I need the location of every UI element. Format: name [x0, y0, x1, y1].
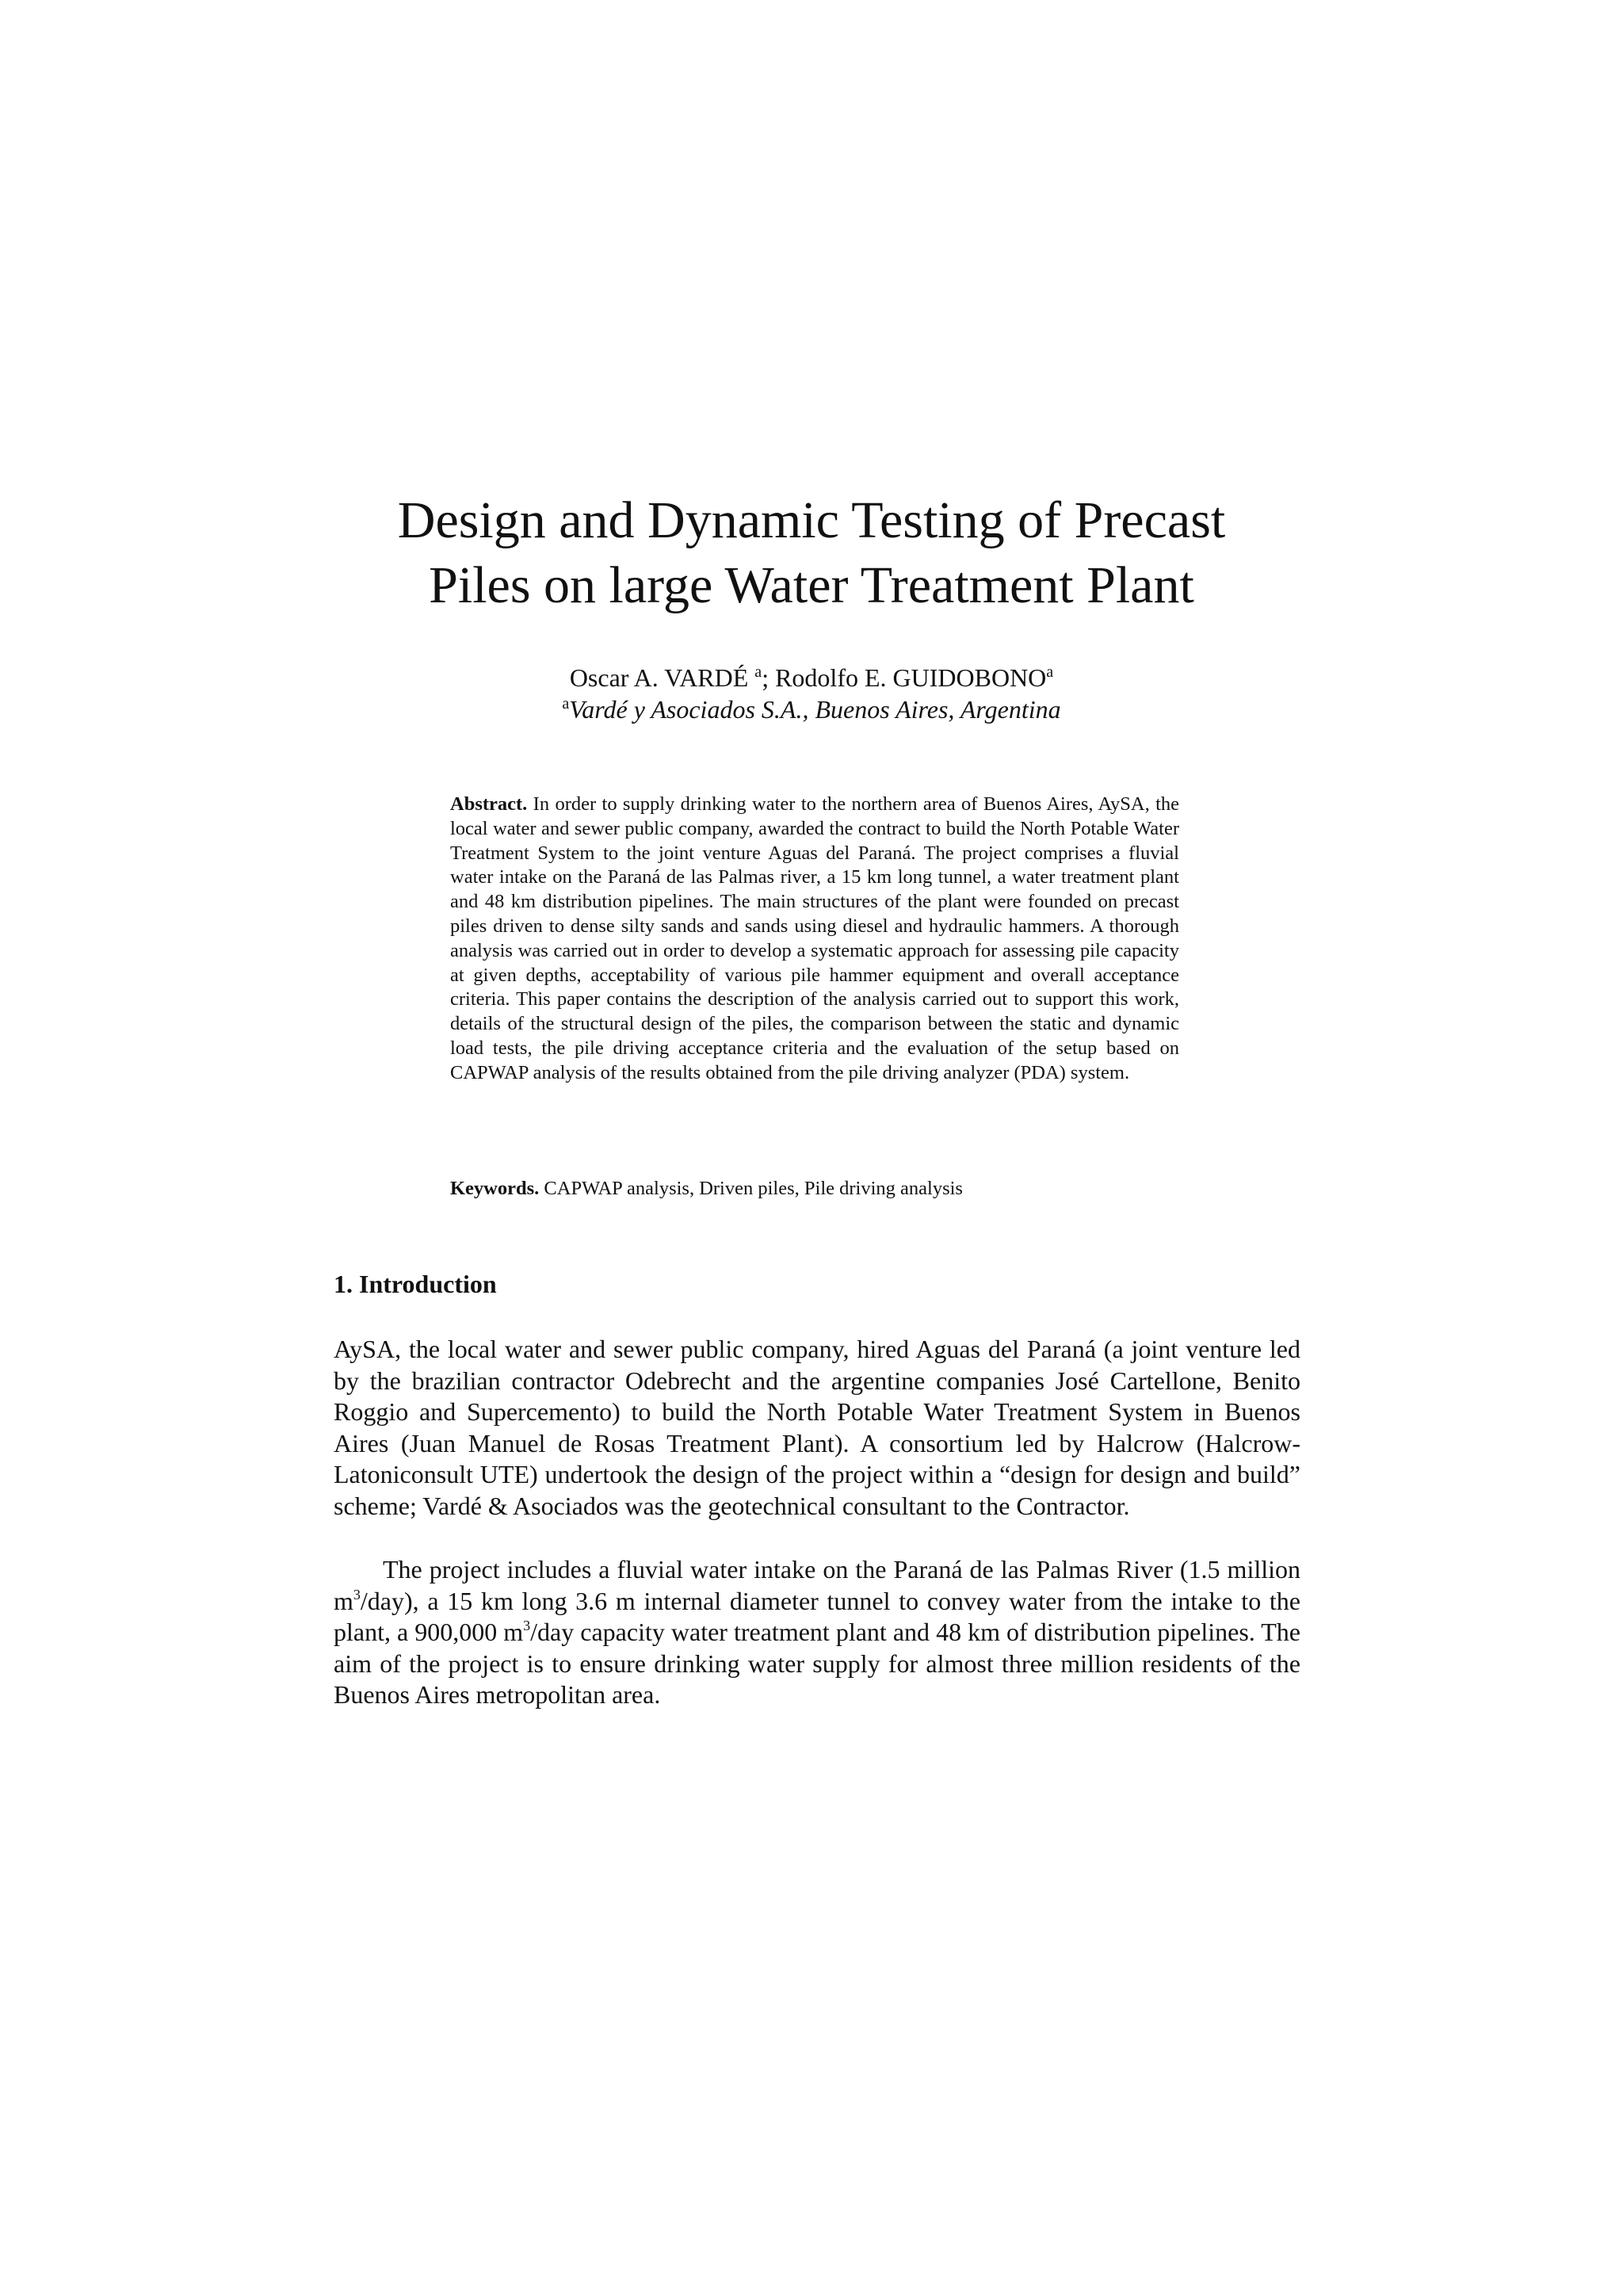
author-1: Oscar A. VARDÉ — [569, 663, 749, 692]
intro-paragraph-2 — [334, 1554, 1300, 1711]
author-list — [317, 662, 1306, 693]
keywords-label: Keywords. — [450, 1178, 540, 1199]
intro-paragraph-2-part-c: /day capacity water treatment plant and 48 km of distribution pipelines. The aim of the project is to ensure drinking water supply for almost three million residents of the Buenos Aires metropolitan area. — [334, 1618, 1301, 1709]
abstract-label: Abstract. — [450, 793, 528, 815]
abstract-text: In order to supply drinking water to the northern area of Buenos Aires, AySA, the local water and sewer public company, awarded the contract to build the North Potable Water Treatment System to the joint venture Aguas del Paraná. The project comprises a fluvial water intake on the Paraná de las Palmas river, a 15 km long tunnel, a water treatment plant and 48 km distribution pipelines. The main structures of the plant were founded on precast piles driven to dense silty sands and sands using diesel and hydraulic hammers. A thorough analysis was carried out in order to develop a systematic approach for assessing pile capacity at given depths, acceptability of various pile hammer equipment and overall acceptance criteria. This paper contains the description of the analysis carried out to support this work, details of the structural design of the piles, the comparison between the static and dynamic load tests, the pile driving acceptance criteria and the evaluation of the setup based on CAPWAP analysis of the results obtained from the pile driving analyzer (PDA) system. — [450, 793, 1179, 1083]
author-2-affiliation-mark: a — [1046, 663, 1054, 681]
paper-title-line-1: Design and Dynamic Testing of Precast — [397, 491, 1226, 549]
keywords — [450, 1176, 1179, 1201]
author-separator: ; — [762, 663, 769, 692]
affiliation — [317, 693, 1306, 725]
affiliation-mark: a — [562, 695, 570, 712]
author-2: Rodolfo E. GUIDOBONO — [775, 663, 1047, 692]
cubic-exponent-1: 3 — [353, 1586, 361, 1603]
paper-title — [238, 488, 1385, 618]
affiliation-text: Vardé y Asociados S.A., Buenos Aires, Argentina — [569, 695, 1061, 724]
cubic-exponent-2: 3 — [523, 1618, 531, 1633]
intro-paragraph-2-part-b: /day), a 15 km long 3.6 m internal diameter tunnel to convey water from the intake to the plant, a 900,000 m — [334, 1586, 1300, 1646]
intro-paragraph-2-part-a: The project includes a fluvial water intake on the Paraná de las Palmas River (1.5 million m — [334, 1555, 1300, 1615]
intro-paragraph-1: AySA, the local water and sewer public company, hired Aguas del Paraná (a joint venture led by the brazilian contractor Odebrecht and the argentine companies José Cartellone, Benito Roggio and Supercemento) to build the North Potable Water Treatment System in Buenos Aires (Juan Manuel de Rosas Treatment Plant). A consortium led by Halcrow (Halcrow-Latoniconsult UTE) undertook the design of the project within a “design for design and build” scheme; Vardé & Asociados was the geotechnical consultant to the Contractor. — [334, 1335, 1300, 1520]
section-heading-introduction: 1. Introduction — [334, 1270, 497, 1298]
abstract — [450, 793, 1179, 1086]
paper-title-line-2: Piles on large Water Treatment Plant — [429, 556, 1194, 614]
author-1-affiliation-mark: a — [754, 663, 762, 681]
keywords-text: CAPWAP analysis, Driven piles, Pile driving analysis — [544, 1178, 963, 1199]
